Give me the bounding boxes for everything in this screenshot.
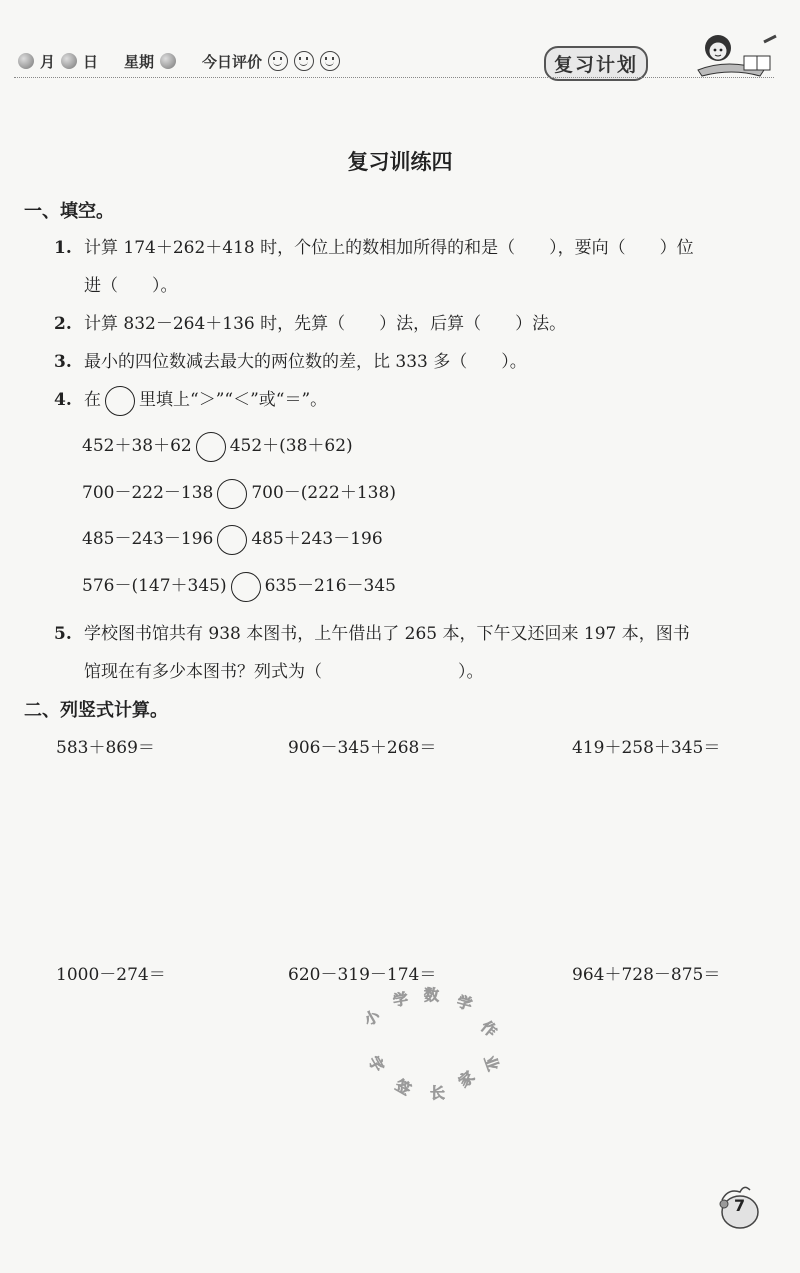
page-number: 7: [734, 1196, 746, 1215]
svg-text:作: 作: [477, 1017, 501, 1041]
calc-problem: 419＋258＋345＝: [572, 738, 721, 758]
question-number: 3.: [54, 352, 72, 372]
compare-circle-blank: [105, 386, 135, 416]
question-number: 4.: [54, 390, 72, 410]
compare-row: [82, 524, 383, 555]
day-label: 日: [83, 52, 99, 71]
header-divider: [14, 77, 774, 78]
question-3: [54, 347, 527, 372]
question-5-continued: 馆现在有多少本图书？列式为（ ）。: [84, 662, 484, 682]
svg-text:长: 长: [430, 1084, 446, 1102]
question-2: [54, 309, 566, 334]
question-5: [54, 619, 690, 644]
question-text-pre: 在: [84, 390, 101, 410]
question-4: [54, 385, 327, 416]
day-bullet-icon: [61, 53, 77, 69]
compare-right-expression: 635－216－345: [264, 576, 396, 596]
svg-text:字: 字: [364, 1053, 388, 1076]
calc-problem: 583＋869＝: [56, 738, 155, 758]
compare-right-expression: 452＋(38＋62): [229, 436, 353, 456]
compare-answer-circle[interactable]: [217, 525, 247, 555]
svg-text:家: 家: [455, 1067, 479, 1092]
calc-problem: 620－319－174＝: [288, 965, 437, 985]
question-text: 计算 174＋262＋418 时，个位上的数相加所得的和是（ ），要向（ ）位: [84, 238, 694, 258]
compare-left-expression: 700－222－138: [82, 483, 214, 503]
question-number: 2.: [54, 314, 72, 334]
question-text: 学校图书馆共有 938 本图书，上午借出了 265 本，下午又还回来 197 本，图书: [84, 624, 690, 644]
rating-label: 今日评价: [202, 52, 263, 71]
compare-answer-circle[interactable]: [231, 572, 261, 602]
month-label: 月: [40, 52, 56, 71]
svg-text:小: 小: [361, 1006, 384, 1030]
svg-text:学: 学: [391, 989, 410, 1010]
compare-row: [82, 431, 353, 462]
question-1-continued: 进（ ）。: [84, 276, 178, 296]
page-title: 复习训练四: [347, 150, 453, 174]
compare-row: [82, 478, 396, 509]
question-number: 1.: [54, 238, 72, 258]
svg-text:签: 签: [392, 1075, 415, 1099]
question-number: 5.: [54, 624, 72, 644]
brand-badge: 复习计划: [544, 46, 648, 81]
svg-text:数: 数: [424, 986, 440, 1004]
compare-answer-circle[interactable]: [196, 432, 226, 462]
smiley-face-icon[interactable]: [294, 51, 314, 71]
weekday-label: 星期: [124, 52, 155, 71]
smiley-face-icon[interactable]: [320, 51, 340, 71]
question-1: [54, 233, 694, 258]
compare-left-expression: 452＋38＋62: [82, 436, 192, 456]
compare-row: [82, 571, 396, 602]
question-text-post: 里填上“＞”“＜”或“＝”。: [139, 390, 328, 410]
section-heading-vertical-calc: 二、列竖式计算。: [24, 700, 168, 721]
calc-problem: 964＋728－875＝: [572, 965, 721, 985]
month-bullet-icon: [18, 53, 34, 69]
compare-left-expression: 576－(147＋345): [82, 576, 227, 596]
compare-left-expression: 485－243－196: [82, 529, 214, 549]
calc-problem: 1000－274＝: [56, 965, 166, 985]
date-rating-bar: [18, 48, 340, 74]
question-text: 最小的四位数减去最大的两位数的差，比 333 多（ ）。: [84, 352, 527, 372]
watermark-stamp-icon: [352, 984, 512, 1104]
smiley-face-icon[interactable]: [268, 51, 288, 71]
svg-text:学: 学: [454, 992, 475, 1014]
weekday-bullet-icon: [160, 53, 176, 69]
calc-problem: 906－345＋268＝: [288, 738, 437, 758]
girl-reading-mascot-icon: [684, 26, 780, 82]
svg-text:业: 业: [480, 1053, 503, 1074]
section-heading-fill-blank: 一、填空。: [24, 201, 114, 222]
compare-right-expression: 485＋243－196: [251, 529, 383, 549]
compare-right-expression: 700－(222＋138): [251, 483, 396, 503]
question-text: 计算 832－264＋136 时，先算（ ）法，后算（ ）法。: [84, 314, 567, 334]
compare-answer-circle[interactable]: [217, 479, 247, 509]
